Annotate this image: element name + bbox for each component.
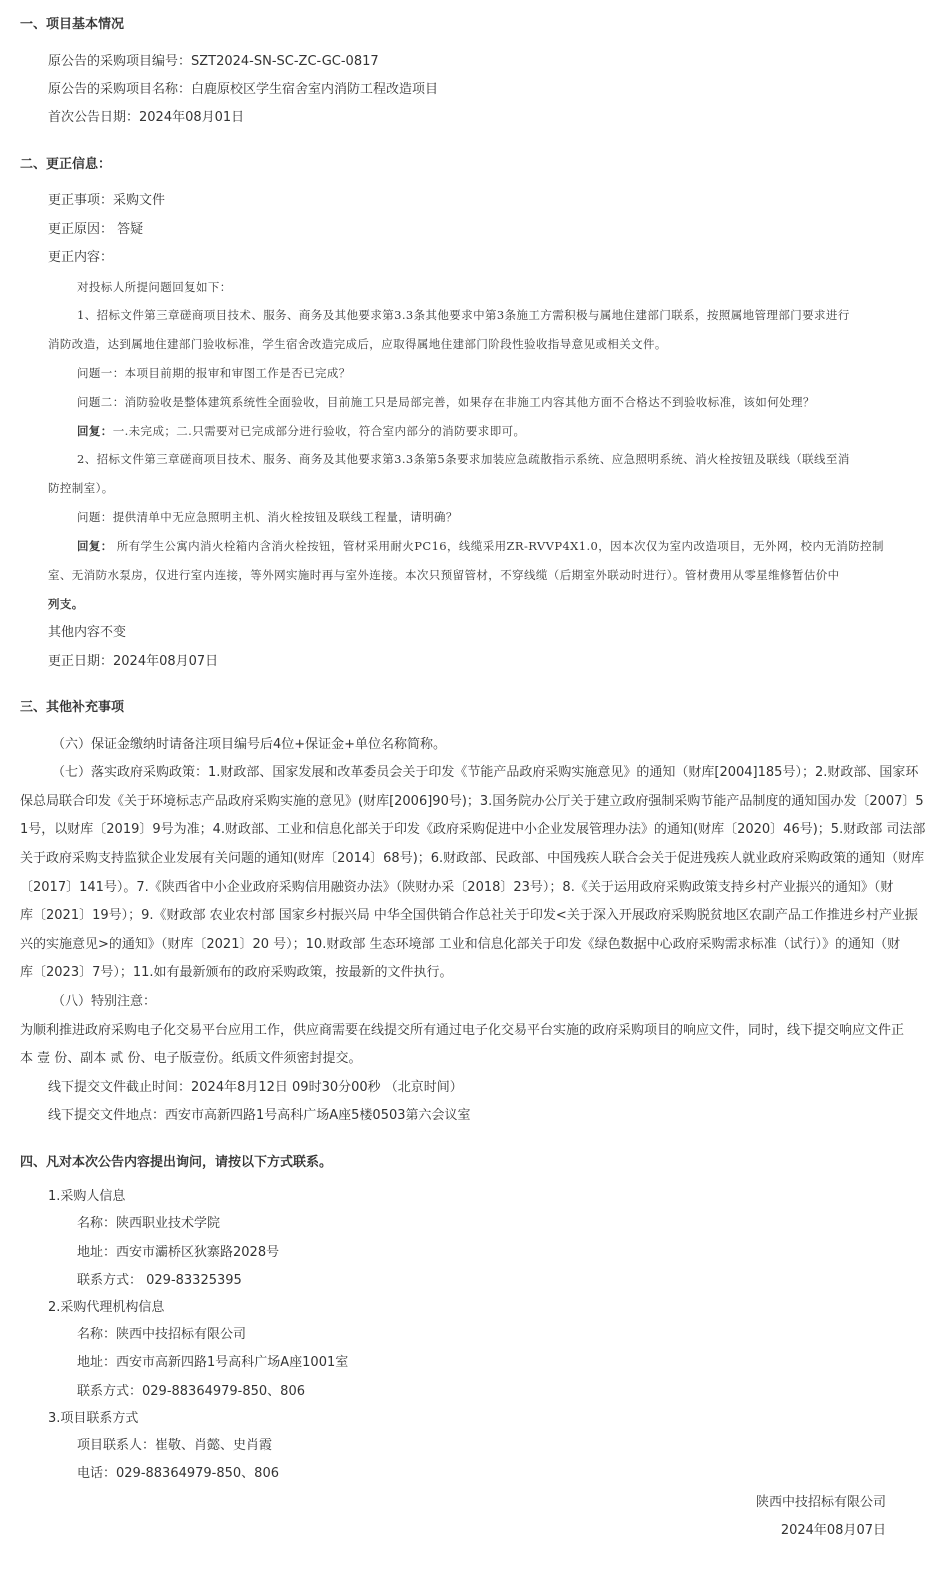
agency-phone: 联系方式：029-88364979-850、806 [77, 1384, 305, 1399]
project-number: 原公告的采购项目编号：SZT2024-SN-SC-ZC-GC-0817 [48, 54, 379, 69]
paragraph-1-line-2: 消防改造，达到属地住建部门验收标准，学生宿舍改造完成后，应取得属地住建部门阶段性验收指导意见或相关文件。 [48, 337, 667, 351]
notice-line-1: 为顺利推进政府采购电子化交易平台应用工作，供应商需要在线提交所有通过电子化交易平台实施的政府采购项目的响应文件，同时，线下提交响应文件正 [20, 1023, 905, 1038]
agency-name: 名称：陕西中技招标有限公司 [77, 1327, 247, 1342]
agency-title: 2.采购代理机构信息 [48, 1300, 165, 1315]
project-contact-phone: 电话：029-88364979-850、806 [77, 1466, 279, 1481]
section-heading-4: 四、凡对本次公告内容提出询问，请按以下方式联系。 [20, 1155, 333, 1170]
reply-intro: 对投标人所提问题回复如下： [77, 280, 232, 294]
question-1: 问题一：本项目前期的报审和审图工作是否已完成？ [77, 366, 351, 380]
paragraph-2-line-1: 2、招标文件第三章磋商项目技术、服务、商务及其他要求第3.3条第5条要求加装应急疏散指示系统、应急照明系统、消火栓按钮及联线（联线至消 [77, 452, 850, 466]
policy-line-6: 库〔2021〕19号）；9.《财政部 农业农村部 国家乡村振兴局 中华全国供销合作总社关于印发<关于深入开展政府采购脱贫地区农副产品工作推进乡村产业振 [20, 908, 918, 923]
footer-company: 陕西中技招标有限公司 [755, 1495, 886, 1510]
other-unchanged: 其他内容不变 [48, 625, 127, 640]
policy-line-4: 关于政府采购支持监狱企业发展有关问题的通知(财库〔2014〕68号)；6.财政部、民政部、中国残疾人联合会关于促进残疾人就业政府采购政策的通知（财库 [20, 851, 925, 866]
correction-reason: 更正原因： 答疑 [48, 222, 144, 237]
project-contact-title: 3.项目联系方式 [48, 1411, 139, 1426]
policy-line-7: 兴的实施意见>的通知》（财库〔2021〕20 号）；10.财政部 生态环境部 工业和信息化部关于印发《绿色数据中心政府采购需求标准（试行）》的通知（财 [20, 937, 901, 952]
submit-deadline: 线下提交文件截止时间：2024年8月12日 09时30分00秒 （北京时间） [48, 1080, 463, 1095]
purchaser-phone: 联系方式： 029-83325395 [77, 1273, 242, 1288]
question-2: 问题二：消防验收是整体建筑系统性全面验收，目前施工只是局部完善，如果存在非施工内容其他方面不合格达不到验收标准，该如何处理？ [77, 395, 815, 409]
answer-1 [77, 421, 525, 441]
answer-1-text: 一.未完成；二.只需要对已完成部分进行验收，符合室内部分的消防要求即可。 [112, 424, 526, 438]
notice-line-2: 本 壹 份、副本 贰 份、电子版壹份。纸质文件须密封提交。 [20, 1051, 362, 1066]
policy-line-5: 〔2017〕141号）。7.《陕西省中小企业政府采购信用融资办法》（陕财办采〔2018〕23号）；8.《关于运用政府采购政策支持乡村产业振兴的通知》（财 [20, 880, 894, 895]
item-8-title: （八）特别注意： [52, 994, 157, 1009]
policy-line-8: 库〔2023〕7号）；11.如有最新颁布的政府采购政策，按最新的文件执行。 [20, 965, 453, 980]
paragraph-2-line-2: 防控制室）。 [48, 481, 114, 495]
answer-2-line-2: 室、无消防水泵房，仅进行室内连接，等外网实施时再与室外连接。本次只预留管材，不穿线缆（后期室外联动时进行）。管材费用从零星维修暂估价中 [48, 568, 840, 582]
section-heading-2: 二、更正信息： [20, 157, 112, 172]
correction-content-label: 更正内容： [48, 250, 114, 265]
purchaser-name: 名称：陕西职业技术学院 [77, 1216, 221, 1231]
update-date: 更正日期：2024年08月07日 [48, 654, 219, 669]
first-announce-date: 首次公告日期：2024年08月01日 [48, 110, 245, 125]
section-heading-1: 一、项目基本情况 [20, 17, 125, 32]
project-contact-person: 项目联系人：崔敬、肖懿、史肖霞 [77, 1438, 273, 1453]
answer-2-line-3: 列支。 [48, 597, 84, 611]
item-6: （六）保证金缴纳时请备注项目编号后4位+保证金+单位名称简称。 [52, 737, 447, 752]
agency-address: 地址：西安市高新四路1号高科广场A座1001室 [77, 1355, 349, 1370]
paragraph-1-line-1: 1、招标文件第三章磋商项目技术、服务、商务及其他要求第3.3条其他要求中第3条施工方需积极与属地住建部门联系，按照属地管理部门要求进行 [77, 308, 850, 322]
policy-line-3: 1号，以财库〔2019〕9号为准；4.财政部、工业和信息化部关于印发《政府采购促进中小企业发展管理办法》的通知(财库〔2020〕46号)；5.财政部 司法部 [20, 822, 926, 837]
policy-line-1: （七）落实政府采购政策：1.财政部、国家发展和改革委员会关于印发《节能产品政府采购实施意见》的通知（财库[2004]185号）；2.财政部、国家环 [52, 765, 919, 780]
answer-1-label: 回复： [77, 424, 113, 438]
question-3: 问题：提供清单中无应急照明主机、消火栓按钮及联线工程量，请明确？ [77, 510, 458, 524]
purchaser-address: 地址：西安市灞桥区狄寨路2028号 [77, 1245, 280, 1260]
section-heading-3: 三、其他补充事项 [20, 700, 125, 715]
correction-item: 更正事项：采购文件 [48, 193, 166, 208]
footer-date: 2024年08月07日 [780, 1523, 886, 1538]
answer-2-label: 回复： [77, 539, 113, 553]
submit-location: 线下提交文件地点：西安市高新四路1号高科广场A座5楼0503第六会议室 [48, 1108, 471, 1123]
answer-2-line-1 [77, 536, 884, 556]
purchaser-title: 1.采购人信息 [48, 1189, 126, 1204]
policy-line-2: 保总局联合印发《关于环境标志产品政府采购实施的意见》(财库[2006]90号)；3.国务院办公厅关于建立政府强制采购节能产品制度的通知国办发〔2007〕5 [20, 794, 924, 809]
project-name: 原公告的采购项目名称：白鹿原校区学生宿舍室内消防工程改造项目 [48, 82, 439, 97]
answer-2-text: 所有学生公寓内消火栓箱内含消火栓按钮，管材采用耐火PC16，线缆采用ZR-RVVP4X1.0，因本次仅为室内改造项目，无外网，校内无消防控制 [112, 539, 884, 553]
